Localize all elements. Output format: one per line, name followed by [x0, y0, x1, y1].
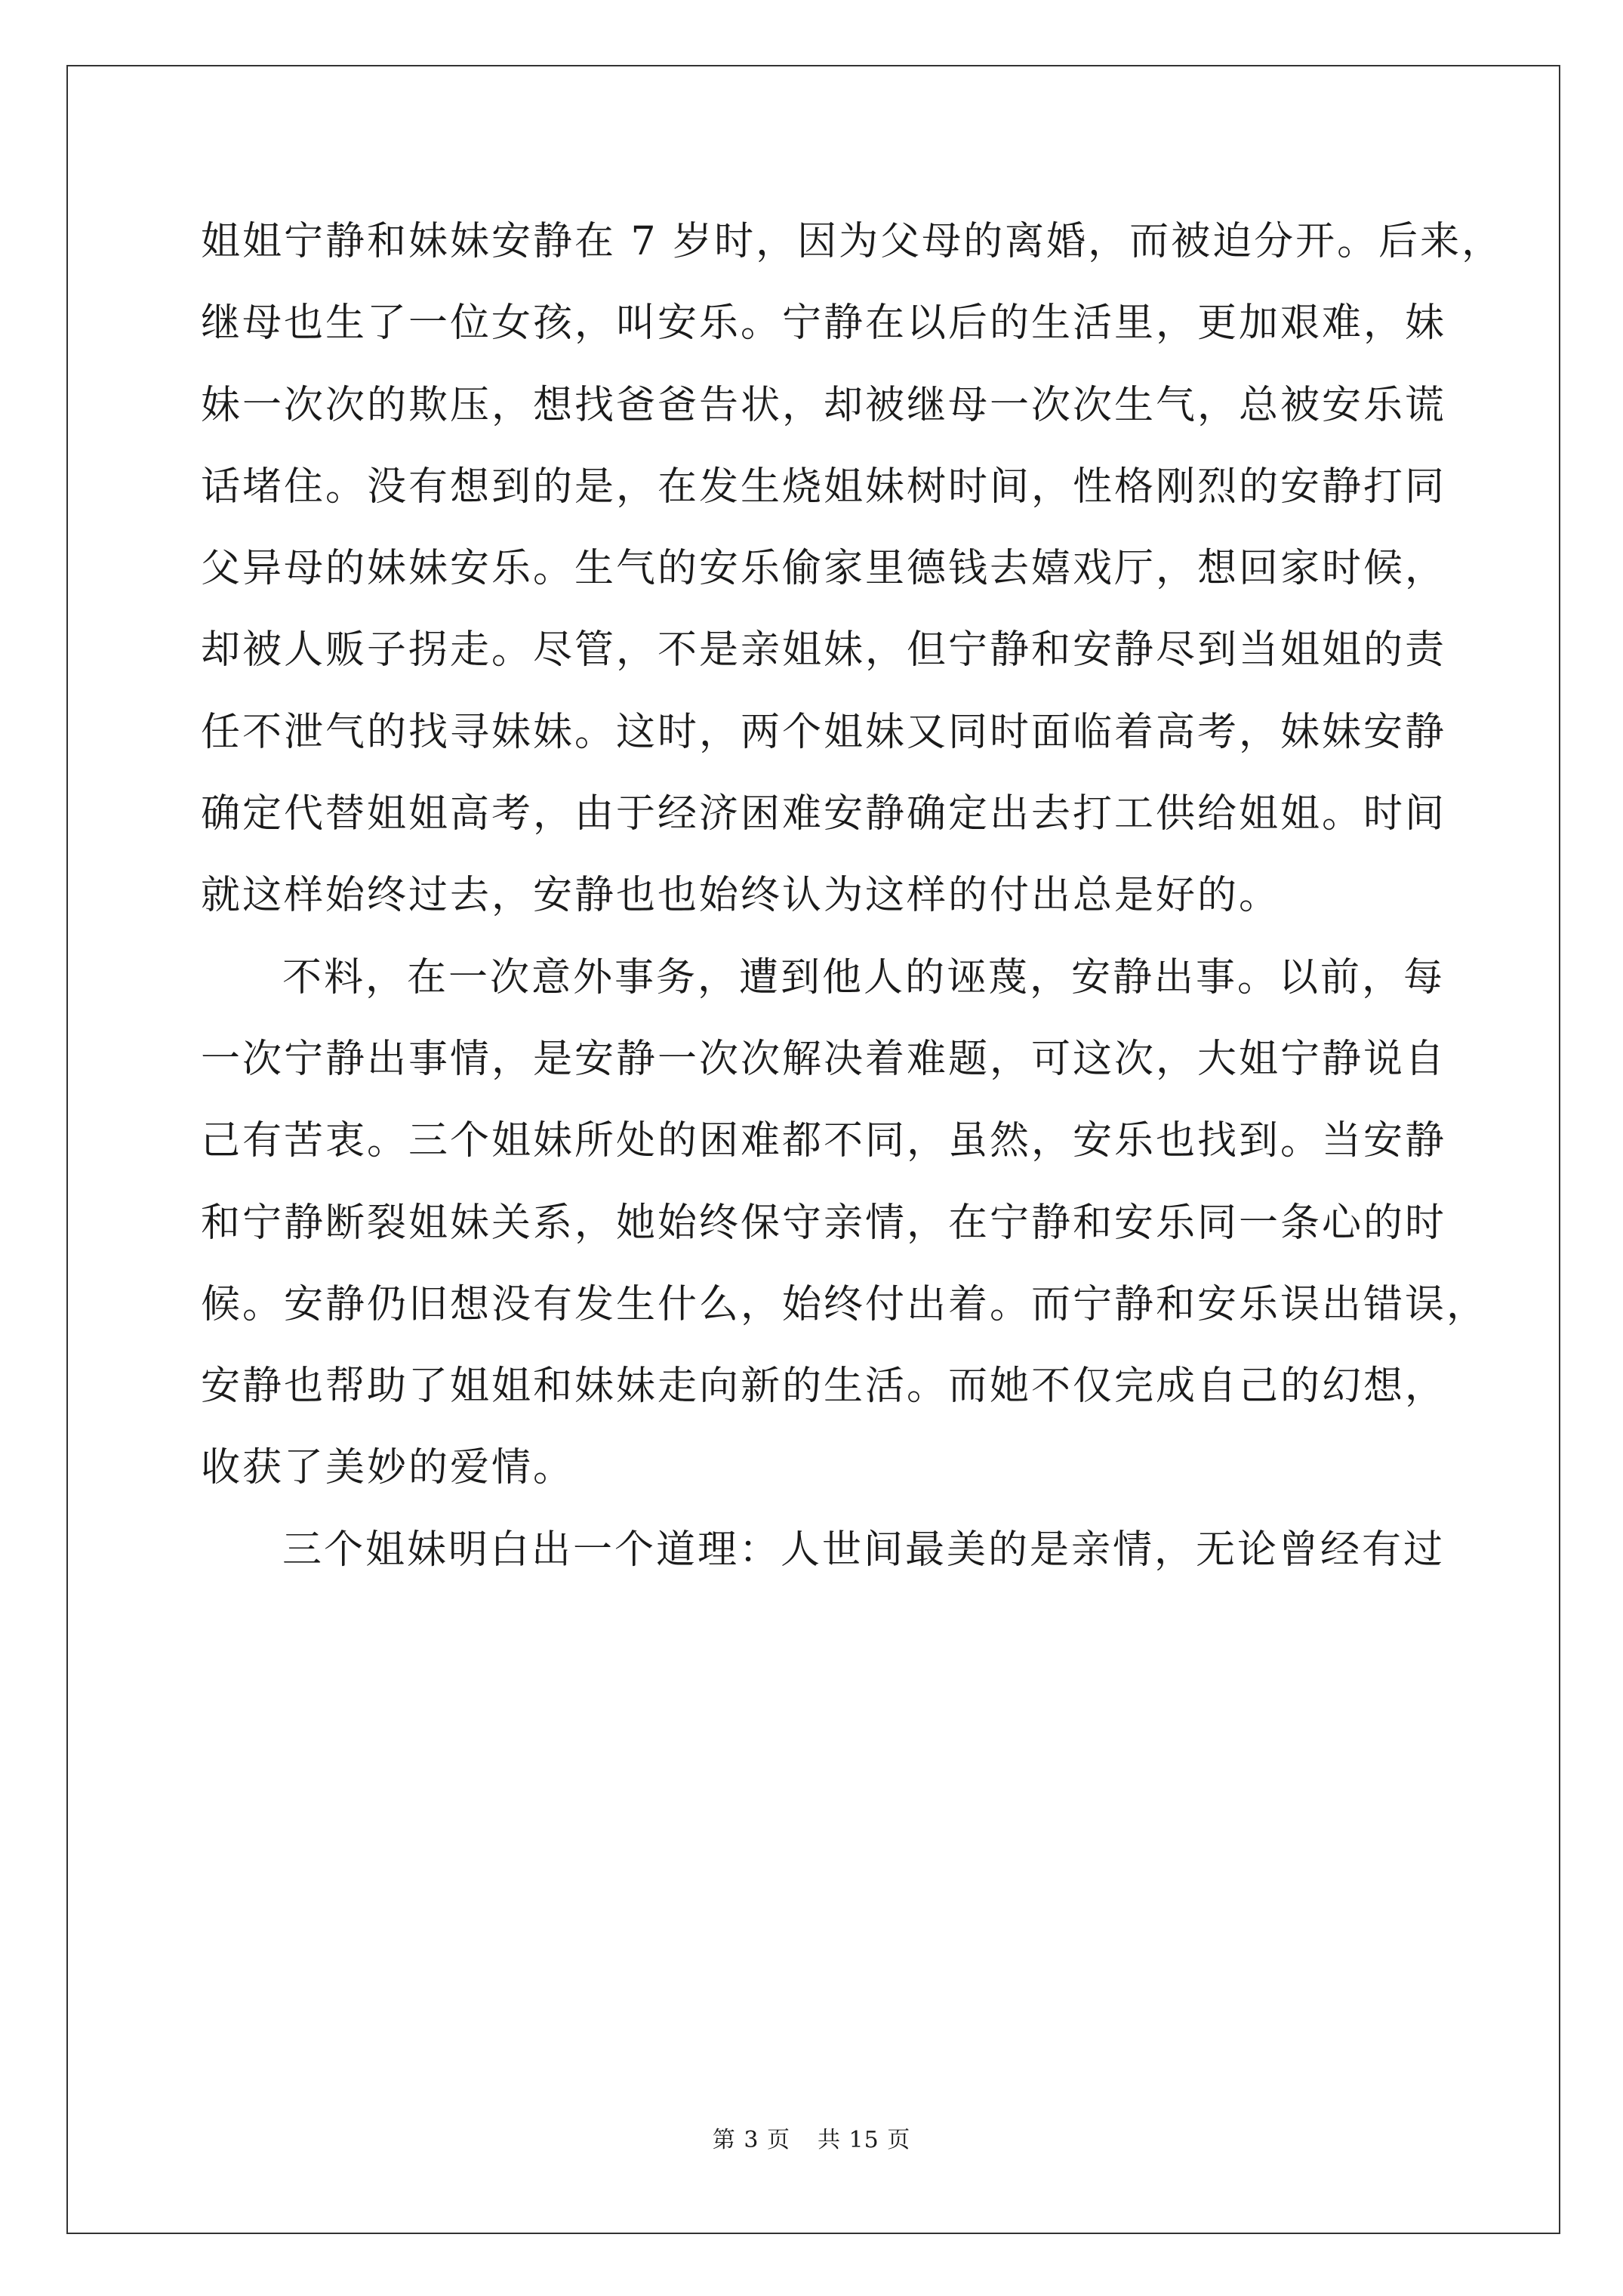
text-line: 却被人贩子拐走。尽管，不是亲姐妹，但宁静和安静尽到当姐姐的责 — [201, 627, 1447, 673]
text-line: 父异母的妹妹安乐。生气的安乐偷家里德钱去嬉戏厅，想回家时候， — [201, 546, 1447, 592]
text-line: 己有苦衷。三个姐妹所处的困难都不同，虽然，安乐也找到。当安静 — [201, 1118, 1447, 1164]
text-line: 三个姐妹明白出一个道理：人世间最美的是亲情，无论曾经有过 — [282, 1527, 1446, 1573]
text-line: 一次宁静出事情，是安静一次次解决着难题，可这次，大姐宁静说自 — [201, 1036, 1447, 1082]
page-footer — [0, 2125, 1623, 2156]
text-line: 姐姐宁静和妹妹安静在 7 岁时，因为父母的离婚，而被迫分开。后来， — [201, 219, 1504, 264]
text-line: 妹一次次的欺压，想找爸爸告状，却被继母一次次生气，总被安乐谎 — [201, 382, 1447, 428]
text-line: 继母也生了一位女孩，叫安乐。宁静在以后的生活里，更加艰难，妹 — [201, 300, 1447, 347]
text-line: 不料，在一次意外事务，遭到他人的诬蔑，安静出事。以前，每 — [282, 954, 1446, 1000]
text-line: 话堵住。没有想到的是，在发生烧姐妹树时间，性格刚烈的安静打同 — [201, 464, 1447, 510]
text-line: 和宁静断裂姐妹关系，她始终保守亲情，在宁静和安乐同一条心的时 — [201, 1200, 1447, 1246]
text-line: 候。安静仍旧想没有发生什么，始终付出着。而宁静和安乐误出错误， — [201, 1281, 1489, 1327]
text-line: 收获了美妙的爱情。 — [201, 1445, 575, 1491]
text-line: 确定代替姐姐高考，由于经济困难安静确定出去打工供给姐姐。时间 — [201, 791, 1447, 837]
page-number: 第 3 页 — [712, 2127, 790, 2153]
text-line: 任不泄气的找寻妹妹。这时，两个姐妹又同时面临着高考，妹妹安静 — [201, 709, 1447, 755]
page-total: 共 15 页 — [817, 2127, 911, 2153]
text-line: 就这样始终过去，安静也也始终认为这样的付出总是好的。 — [201, 873, 1281, 919]
text-line: 安静也帮助了姐姐和妹妹走向新的生活。而她不仅完成自己的幻想， — [201, 1364, 1447, 1410]
document-body — [201, 201, 1504, 1591]
